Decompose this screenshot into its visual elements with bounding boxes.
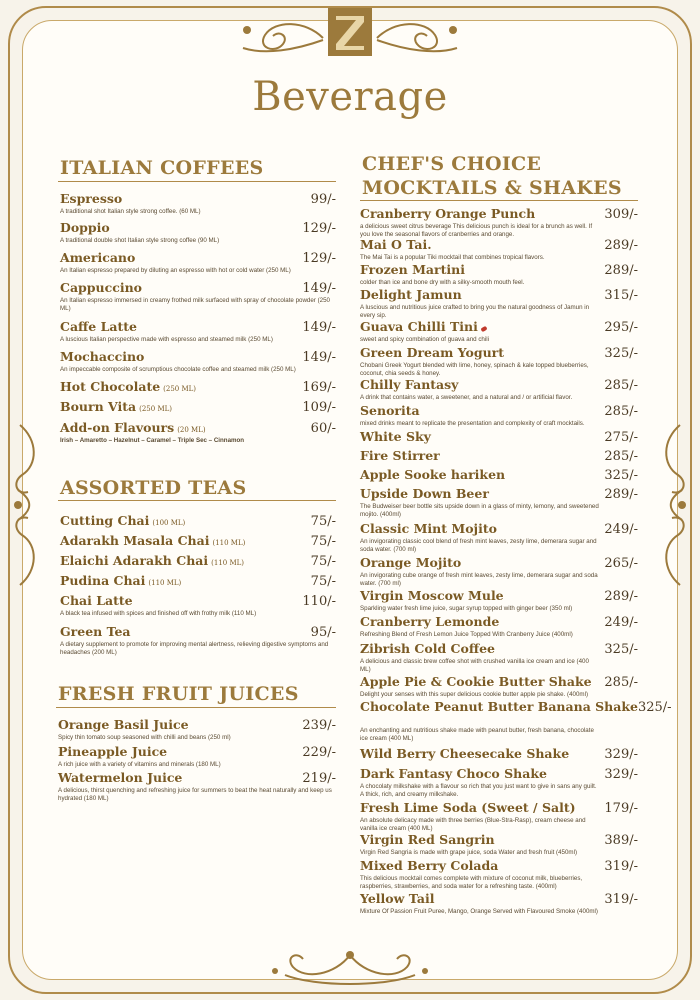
item-price: 95/- <box>310 625 336 640</box>
item-price: 319/- <box>604 892 638 907</box>
page-title: Beverage <box>252 74 448 120</box>
item-price: 249/- <box>604 522 638 537</box>
menu-item-fresh-lime-soda <box>360 800 638 832</box>
menu-item-cappuccino <box>60 280 336 312</box>
menu-item-chocolate-peanut-butter-banana-shake <box>360 699 672 742</box>
section-heading-assorted-teas: ASSORTED TEAS <box>60 477 247 499</box>
item-description: A drink that contains water, a sweetener, and a natural and / or artificial flavor. <box>360 394 573 401</box>
menu-item-americano <box>60 250 336 275</box>
item-volume: (110 ML) <box>211 559 245 567</box>
item-price: 75/- <box>310 554 336 569</box>
item-price: 75/- <box>310 534 336 549</box>
menu-item-mochaccino <box>60 349 336 374</box>
menu-item-apple-sooke-hariken <box>360 467 638 483</box>
menu-item-virgin-red-sangrin <box>360 832 638 857</box>
menu-item-classic-mint-mojito <box>360 521 638 553</box>
menu-item-senorita <box>360 403 638 428</box>
section-divider <box>56 707 336 708</box>
item-description: Sparkling water fresh lime juice, sugar syrup topped with ginger beer (350 ml) <box>360 605 573 612</box>
item-name: Hot Chocolate <box>60 379 161 394</box>
menu-item-elaichi-adarakh-chai <box>60 553 336 569</box>
menu-item-hot-chocolate <box>60 379 336 395</box>
section-heading-fresh-fruit-juices: FRESH FRUIT JUICES <box>58 683 299 705</box>
item-price: 289/- <box>604 263 638 278</box>
menu-item-espresso <box>60 191 336 216</box>
item-price: 325/- <box>604 468 638 483</box>
item-price: 179/- <box>604 801 638 816</box>
item-name: Chocolate Peanut Butter Banana Shake <box>360 699 638 714</box>
item-price: 329/- <box>604 767 638 782</box>
item-name: Cranberry Lemonde <box>360 614 500 629</box>
item-price: 149/- <box>302 320 336 335</box>
item-price: 285/- <box>604 675 638 690</box>
item-name: Wild Berry Cheesecake Shake <box>360 746 570 761</box>
item-description: A luscious and nutritious juice crafted to bring you the natural goodness of Jamun in every sip. <box>360 304 590 319</box>
item-price: 239/- <box>302 718 336 733</box>
item-name: Senorita <box>360 403 420 418</box>
item-name: Adarakh Masala Chai <box>60 533 210 548</box>
item-description: Refreshing Blend of Fresh Lemon Juice Topped With Cranberry Juice (400ml) <box>360 631 573 638</box>
item-name: Caffe Latte <box>60 319 138 334</box>
item-name: Virgin Red Sangrin <box>360 832 495 847</box>
item-description: Delight your senses with this super delicious cookie butter apple pie shake. (400ml) <box>360 691 589 698</box>
item-description: a delicious sweet citrus beverage This delicious punch is ideal for a brunch as well. If you love the seasonal flavors of cranberries and orange. <box>360 223 593 238</box>
item-price: 325/- <box>604 642 638 657</box>
item-description: An Italian espresso prepared by diluting an espresso with hot or cold water (250 ML) <box>60 267 291 274</box>
item-name: Pineapple Juice <box>58 744 168 759</box>
item-price: 289/- <box>604 487 638 502</box>
item-name: White Sky <box>360 429 431 444</box>
item-name: Cranberry Orange Punch <box>360 206 536 221</box>
item-name: Orange Basil Juice <box>58 717 189 732</box>
item-name: Mai O Tai. <box>360 237 432 252</box>
item-description: A black tea infused with spices and finished off with frothy milk (110 ML) <box>60 610 257 617</box>
item-description: A luscious Italian perspective made with espresso and steamed milk (250 ML) <box>60 336 273 343</box>
item-name: Bourn Vita <box>60 399 137 414</box>
item-volume: (250 ML) <box>163 385 197 393</box>
item-description: The Budweiser beer bottle sits upside down in a glass of minty, lemony, and sweetened mojito. (400ml) <box>360 503 599 518</box>
item-name: Watermelon Juice <box>58 770 183 785</box>
menu-item-apple-pie-cookie-butter-shake <box>360 674 638 699</box>
item-price: 99/- <box>310 192 336 207</box>
logo <box>328 8 372 56</box>
section-heading-chefs-choice: CHEF'S CHOICE <box>362 153 542 175</box>
menu-item-watermelon-juice <box>58 770 336 802</box>
item-price: 110/- <box>302 594 336 609</box>
menu-item-green-dream-yogurt <box>360 345 638 377</box>
menu-item-cranberry-orange-punch <box>360 206 638 238</box>
item-name: Apple Sooke hariken <box>360 467 506 482</box>
item-description: Spicy thin tomato soup seasoned with chilli and beans (250 ml) <box>58 734 231 741</box>
menu-item-cranberry-lemonde <box>360 614 638 639</box>
item-description: A traditional shot Italian style strong coffee. (60 ML) <box>60 208 201 215</box>
item-description: colder than ice and bone dry with a silky-smooth mouth feel. <box>360 279 525 286</box>
item-name: Doppio <box>60 220 110 235</box>
menu-item-orange-mojito <box>360 555 638 587</box>
section-divider <box>58 500 336 501</box>
item-name: Pudina Chai <box>60 573 146 588</box>
item-price: 389/- <box>604 833 638 848</box>
item-name: Classic Mint Mojito <box>360 521 497 536</box>
item-description: A chocolaty milkshake with a flavour so rich that you just want to give in sans any guilt. A thick, rich, and creamy milkshake. <box>360 783 597 798</box>
menu-item-pudina-chai <box>60 573 336 589</box>
item-price: 249/- <box>604 615 638 630</box>
item-name: Add-on Flavours <box>60 420 175 435</box>
item-name: Zibrish Cold Coffee <box>360 641 496 656</box>
bottom-ornament-icon <box>265 945 435 990</box>
item-price: 109/- <box>302 400 336 415</box>
item-description: A dietary supplement to promote for improving mental alertness, relieving digestive symptoms and headaches (200 ML) <box>60 641 329 656</box>
logo-icon <box>328 8 372 56</box>
item-description: Virgin Red Sangria is made with grape juice, soda Water and fresh fruit (450ml) <box>360 849 578 856</box>
item-price: 129/- <box>302 221 336 236</box>
menu-item-green-tea <box>60 624 336 656</box>
item-name: Green Dream Yogurt <box>360 345 505 360</box>
item-description: An invigorating classic cool blend of fresh mint leaves, zesty lime, demerara sugar and soda water. (700 ml) <box>360 538 597 553</box>
menu-item-zibrish-cold-coffee <box>360 641 638 673</box>
item-name: Orange Mojito <box>360 555 462 570</box>
menu-item-pineapple-juice <box>58 744 336 769</box>
item-name: Upside Down Beer <box>360 486 489 501</box>
chili-pepper-icon <box>480 326 487 332</box>
menu-item-doppio <box>60 220 336 245</box>
item-name: Virgin Moscow Mule <box>360 588 504 603</box>
item-price: 289/- <box>604 238 638 253</box>
item-name: Mochaccino <box>60 349 145 364</box>
item-name: Espresso <box>60 191 123 206</box>
item-description: An invigorating cube orange of fresh mint leaves, zesty lime, demerara sugar and soda water. (700 ml) <box>360 572 598 587</box>
item-name: Elaichi Adarakh Chai <box>60 553 209 568</box>
menu-item-mixed-berry-colada <box>360 858 638 890</box>
item-name: Cutting Chai <box>60 513 150 528</box>
item-name: Apple Pie & Cookie Butter Shake <box>360 674 592 689</box>
item-volume: (20 ML) <box>177 426 206 434</box>
item-price: 309/- <box>604 207 638 222</box>
item-price: 75/- <box>310 514 336 529</box>
item-price: 325/- <box>604 346 638 361</box>
item-description: A traditional double shot Italian style strong coffee (90 ML) <box>60 237 220 244</box>
item-name: Delight Jamun <box>360 287 462 302</box>
item-price: 129/- <box>302 251 336 266</box>
item-price: 319/- <box>604 859 638 874</box>
item-price: 285/- <box>604 378 638 393</box>
menu-item-chilly-fantasy <box>360 377 638 402</box>
menu-item-chai-latte <box>60 593 336 618</box>
item-description: An absolute delicacy made with three berries (Blue-Stra-Rasp), cream cheese and vanilla ice cream (400 ML) <box>360 817 586 832</box>
item-price: 285/- <box>604 404 638 419</box>
menu-item-virgin-moscow-mule <box>360 588 638 613</box>
item-description: The Mai Tai is a popular Tiki mocktail that combines tropical flavors. <box>360 254 545 261</box>
menu-item-add-on-flavours <box>60 420 336 445</box>
menu-item-delight-jamun <box>360 287 638 319</box>
item-name: Chilly Fantasy <box>360 377 459 392</box>
menu-item-bourn-vita <box>60 399 336 415</box>
item-description: An Italian espresso immersed in creamy frothed milk surfaced with spray of chocolate powder (250 ML) <box>60 297 330 312</box>
menu-item-yellow-tail <box>360 891 638 916</box>
menu-item-upside-down-beer <box>360 486 638 518</box>
item-description: An enchanting and nutritious shake made with peanut butter, fresh banana, chocolate ice cream (400 ML) <box>360 727 594 742</box>
item-price: 275/- <box>604 430 638 445</box>
item-volume: (110 ML) <box>212 539 246 547</box>
menu-item-caffe-latte <box>60 319 336 344</box>
section-divider <box>360 200 638 201</box>
right-side-ornament-icon <box>652 420 692 590</box>
item-description: sweet and spicy combination of guava and chili <box>360 336 489 343</box>
section-divider <box>58 181 336 182</box>
section-heading-mocktails-shakes: MOCKTAILS & SHAKES <box>362 177 622 199</box>
menu-item-mai-o-tai <box>360 237 638 262</box>
menu-item-guava-chilli-tini <box>360 319 638 344</box>
item-name: Dark Fantasy Choco Shake <box>360 766 547 781</box>
item-description: A delicious and classic brew coffee shot with crushed vanilla ice cream and ice (400 ML) <box>360 658 589 673</box>
item-price: 265/- <box>604 556 638 571</box>
item-name: Fresh Lime Soda (Sweet / Salt) <box>360 800 576 815</box>
item-price: 325/- <box>637 700 672 715</box>
item-description: This delicious mocktail comes complete with mixture of coconut milk, blueberries, raspberries, strawberries, and soda water for a refreshing taste. (400ml) <box>360 875 583 890</box>
item-description: Chobani Greek Yogurt blended with lime, honey, spinach & kale topped blueberries, coconut, chia seeds & honey. <box>360 362 589 377</box>
item-price: 169/- <box>302 380 336 395</box>
item-volume: (100 ML) <box>152 519 186 527</box>
item-name: Green Tea <box>60 624 131 639</box>
item-price: 329/- <box>604 747 638 762</box>
item-name: Yellow Tail <box>360 891 435 906</box>
menu-item-orange-basil-juice <box>58 717 336 742</box>
item-price: 285/- <box>604 449 638 464</box>
menu-item-adarakh-masala-chai <box>60 533 336 549</box>
menu-item-frozen-martini <box>360 262 638 287</box>
item-description: A rich juice with a variety of vitamins and minerals (180 ML) <box>58 761 221 768</box>
item-description: An impeccable composite of scrumptious chocolate coffee and steamed milk (250 ML) <box>60 366 296 373</box>
left-side-ornament-icon <box>8 420 48 590</box>
item-price: 75/- <box>310 574 336 589</box>
menu-item-cutting-chai <box>60 513 336 529</box>
item-description: mixed drinks meant to replicate the presentation and complexity of craft mocktails. <box>360 420 585 427</box>
item-name: Chai Latte <box>60 593 133 608</box>
menu-item-wild-berry-cheesecake-shake <box>360 746 638 762</box>
item-name: Fire Stirrer <box>360 448 440 463</box>
item-description: Mixture Of Passion Fruit Puree, Mango, Orange Served with Flavoured Smoke (400ml) <box>360 908 598 915</box>
item-price: 60/- <box>310 421 336 436</box>
item-volume: (250 ML) <box>139 405 172 413</box>
item-price: 219/- <box>302 771 336 786</box>
menu-item-white-sky <box>360 429 638 445</box>
item-price: 289/- <box>604 589 638 604</box>
menu-item-dark-fantasy-choco-shake <box>360 766 638 798</box>
section-heading-italian-coffees: ITALIAN COFFEES <box>60 157 264 179</box>
item-price: 295/- <box>604 320 638 335</box>
item-price: 315/- <box>604 288 638 303</box>
item-volume: (110 ML) <box>148 579 182 587</box>
item-price: 149/- <box>302 350 336 365</box>
item-name: Americano <box>60 250 136 265</box>
item-name: Mixed Berry Colada <box>360 858 499 873</box>
item-name: Cappuccino <box>60 280 143 295</box>
item-name: Frozen Martini <box>360 262 465 277</box>
item-description: Irish – Amaretto – Hazelnut – Caramel – Triple Sec – Cinnamon <box>60 437 245 444</box>
item-description: A delicious, thirst quenching and refreshing juice for summers to beat the heat naturally and keep us hydrated (180 ML) <box>58 787 332 802</box>
item-name: Guava Chilli Tini <box>360 319 478 334</box>
item-price: 149/- <box>302 281 336 296</box>
item-price: 229/- <box>302 745 336 760</box>
menu-item-fire-stirrer <box>360 448 638 464</box>
